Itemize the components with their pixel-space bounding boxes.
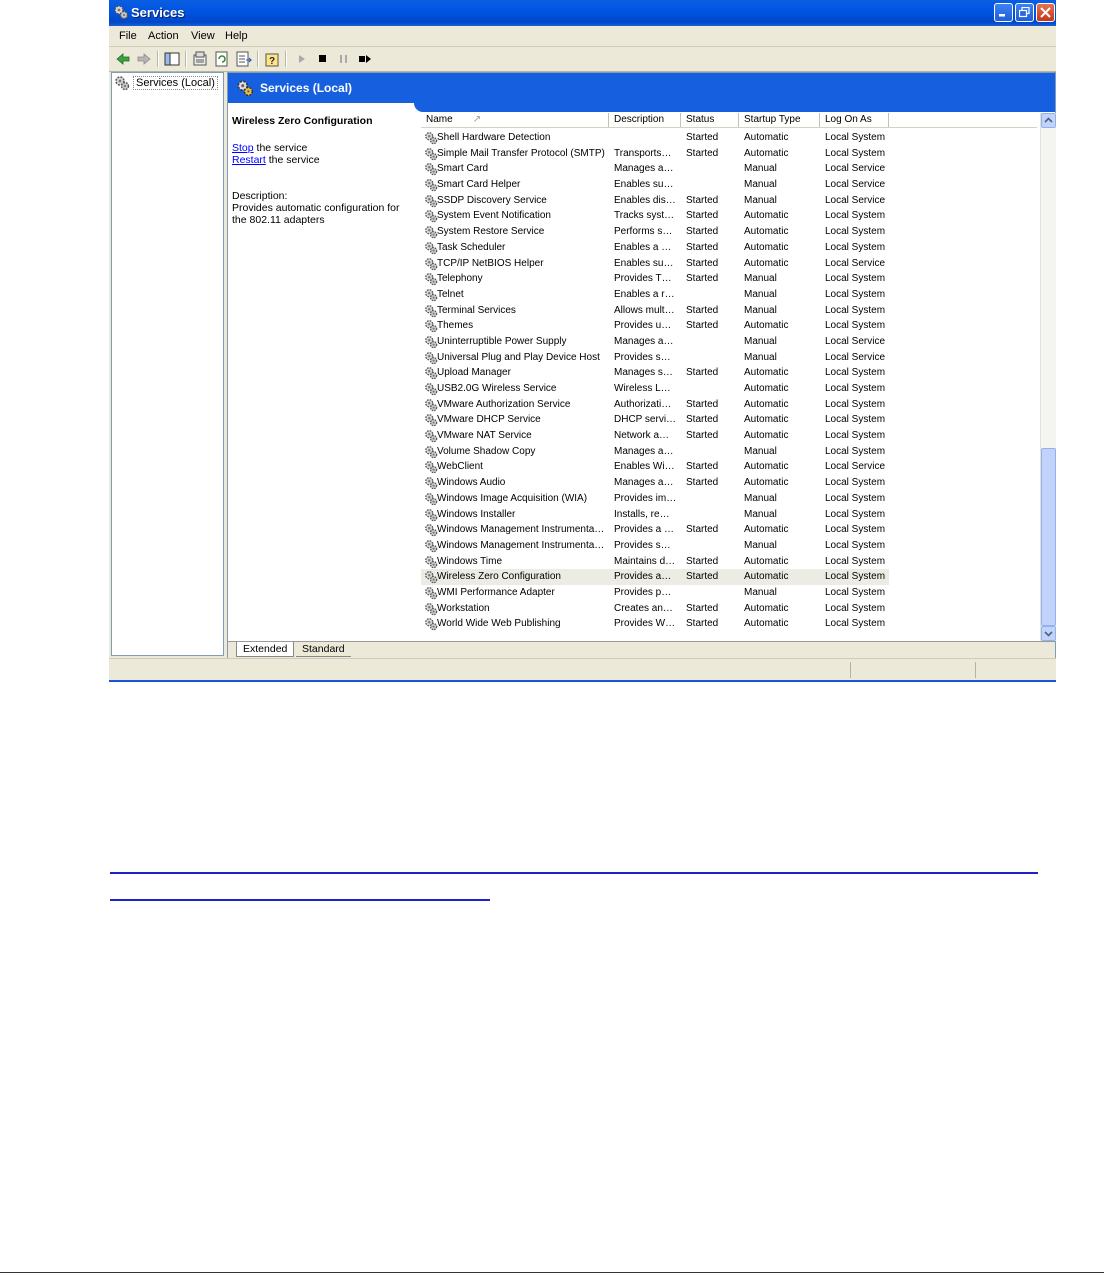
tab-standard[interactable]: Standard (296, 642, 351, 657)
cell-startup: Automatic (744, 257, 789, 269)
cell-name: Windows Management Instrumenta… (437, 539, 605, 551)
cell-logon: Local System (825, 304, 886, 316)
back-arrow-icon (114, 50, 132, 68)
service-gear-icon (424, 492, 438, 506)
cell-logon: Local Service (825, 335, 886, 347)
cell-logon: Local Service (825, 179, 886, 191)
scroll-down-button[interactable] (1041, 626, 1056, 641)
column-header-startup-type[interactable]: Startup Type (739, 113, 820, 127)
table-row[interactable] (421, 256, 1037, 272)
window-title: Services (131, 5, 185, 20)
table-row[interactable] (421, 146, 1037, 162)
cell-name: Shell Hardware Detection (437, 132, 551, 143)
restart-service-icon (356, 50, 374, 68)
cell-startup: Manual (744, 508, 777, 520)
service-gear-icon (424, 382, 438, 396)
table-row[interactable] (421, 412, 1037, 428)
close-icon (1040, 7, 1051, 18)
cell-desc: Manages a… (614, 445, 674, 457)
cell-startup: Automatic (744, 414, 789, 426)
table-row[interactable] (421, 491, 1037, 507)
cell-name: System Event Notification (437, 210, 551, 222)
menu-help[interactable]: Help (225, 30, 248, 42)
cell-status: Started (686, 210, 719, 222)
table-row[interactable] (421, 428, 1037, 444)
service-gear-icon (424, 508, 438, 522)
table-row[interactable] (421, 334, 1037, 350)
cell-name: Windows Management Instrumenta… (437, 524, 605, 536)
cell-logon: Local System (825, 273, 886, 285)
cell-logon: Local System (825, 477, 886, 489)
service-gear-icon (424, 523, 438, 537)
cell-startup: Automatic (744, 132, 789, 143)
cell-logon: Local System (825, 618, 886, 630)
service-gear-icon (424, 460, 438, 474)
cell-desc: Network a… (614, 430, 670, 442)
cell-name: VMware NAT Service (437, 430, 532, 442)
table-row[interactable] (421, 193, 1037, 209)
service-rows (421, 130, 1037, 632)
cell-desc: Installs, re… (614, 508, 670, 520)
service-gear-icon (424, 445, 438, 459)
cell-startup: Manual (744, 304, 777, 316)
stop-service-link[interactable]: Stop (232, 142, 254, 154)
cell-logon: Local Service (825, 163, 886, 175)
cell-desc: Authorizati… (614, 398, 672, 410)
stop-service-button[interactable] (314, 50, 332, 68)
cell-logon: Local System (825, 430, 886, 442)
tree-item-label: Services (Local) (133, 76, 218, 90)
table-row[interactable] (421, 224, 1037, 240)
cell-startup: Automatic (744, 147, 789, 159)
service-gear-icon (424, 398, 438, 412)
service-gear-icon (424, 413, 438, 427)
pause-service-icon (335, 50, 353, 68)
service-gear-icon (424, 335, 438, 349)
service-gear-icon (424, 209, 438, 223)
header-title: Services (Local) (260, 81, 353, 95)
cell-startup: Manual (744, 163, 777, 175)
table-row[interactable] (421, 475, 1037, 491)
cell-logon: Local System (825, 226, 886, 238)
start-service-icon (293, 50, 311, 68)
service-gear-icon (424, 570, 438, 584)
cell-name: Windows Audio (437, 477, 506, 489)
cell-startup: Automatic (744, 383, 789, 394)
status-bar (109, 658, 1056, 681)
hyperlink-underline (110, 899, 490, 901)
stop-link-suffix: the service (253, 142, 308, 154)
cell-name: Smart Card Helper (437, 179, 521, 191)
table-row[interactable] (421, 507, 1037, 523)
cell-name: TCP/IP NetBIOS Helper (437, 257, 544, 269)
cell-desc: Manages a… (614, 335, 674, 347)
cell-startup: Manual (744, 539, 777, 551)
table-row[interactable] (421, 616, 1037, 632)
cell-startup: Automatic (744, 602, 789, 614)
cell-desc: Provides im… (614, 492, 677, 504)
cell-startup: Manual (744, 586, 777, 598)
cell-logon: Local Service (825, 461, 886, 473)
table-row[interactable] (421, 601, 1037, 617)
export-list-button[interactable] (235, 50, 253, 68)
cell-status: Started (686, 477, 719, 489)
service-gear-icon (424, 366, 438, 380)
cell-name: System Restore Service (437, 226, 545, 238)
table-row[interactable] (421, 208, 1037, 224)
cell-name: Workstation (437, 602, 490, 614)
cell-desc: DHCP servi… (614, 414, 677, 426)
export-list-icon (235, 50, 253, 68)
table-row[interactable] (421, 538, 1037, 554)
header-band-lip (414, 103, 1055, 112)
cell-status: Started (686, 602, 719, 614)
cell-logon: Local System (825, 320, 886, 332)
cell-name: Telnet (437, 288, 464, 300)
cell-name: Terminal Services (437, 304, 516, 316)
cell-desc: Enables Wi… (614, 461, 675, 473)
service-gear-icon (424, 586, 438, 600)
menu-bar (109, 26, 1056, 47)
view-tabs (228, 641, 1055, 658)
cell-logon: Local System (825, 147, 886, 159)
properties-icon (191, 50, 209, 68)
cell-logon: Local System (825, 445, 886, 457)
title-bar[interactable] (109, 0, 1056, 26)
service-gear-icon (424, 225, 438, 239)
service-gear-icon (424, 194, 438, 208)
table-row[interactable] (421, 365, 1037, 381)
cell-logon: Local System (825, 383, 886, 394)
cell-status: Started (686, 414, 719, 426)
cell-name: Windows Time (437, 555, 503, 567)
column-header-name-label: Name (426, 114, 453, 125)
cell-name: Simple Mail Transfer Protocol (SMTP) (437, 147, 605, 159)
cell-startup: Manual (744, 492, 777, 504)
table-row[interactable] (421, 177, 1037, 193)
refresh-icon (213, 50, 231, 68)
close-button[interactable] (1036, 3, 1055, 22)
service-gear-icon (424, 351, 438, 365)
cell-startup: Automatic (744, 226, 789, 238)
column-header-log-on-as[interactable]: Log On As (820, 113, 889, 127)
cell-status: Started (686, 398, 719, 410)
cell-startup: Automatic (744, 461, 789, 473)
service-gear-icon (424, 162, 438, 176)
restart-service-link[interactable]: Restart (232, 154, 266, 166)
service-gear-icon (424, 539, 438, 553)
cell-name: USB2.0G Wireless Service (437, 383, 557, 394)
cell-status: Started (686, 304, 719, 316)
cell-desc: Transports… (614, 147, 672, 159)
cell-name: Windows Installer (437, 508, 516, 520)
cell-name: SSDP Discovery Service (437, 194, 547, 206)
service-gear-icon (424, 257, 438, 271)
tab-extended[interactable]: Extended (236, 642, 294, 657)
cell-desc: Provides W… (614, 618, 676, 630)
cell-logon: Local System (825, 586, 886, 598)
cell-desc: Enables a … (614, 241, 672, 253)
cell-logon: Local System (825, 555, 886, 567)
toolbar-separator (185, 51, 187, 67)
service-gear-icon (424, 555, 438, 569)
service-gear-icon (424, 178, 438, 192)
services-gear-icon (113, 4, 129, 20)
cell-status: Started (686, 241, 719, 253)
cell-desc: Enables su… (614, 257, 674, 269)
cell-name: VMware Authorization Service (437, 398, 571, 410)
toolbar-separator (157, 51, 159, 67)
cell-desc: Manages a… (614, 163, 674, 175)
cell-logon: Local System (825, 508, 886, 520)
cell-desc: Provides p… (614, 586, 672, 598)
cell-logon: Local System (825, 132, 886, 143)
cell-logon: Local System (825, 241, 886, 253)
cell-startup: Automatic (744, 524, 789, 536)
cell-startup: Automatic (744, 571, 789, 583)
table-row[interactable] (421, 444, 1037, 460)
cell-desc: Provides a … (614, 524, 675, 536)
show-hide-tree-button[interactable] (163, 50, 181, 68)
cell-status: Started (686, 367, 719, 379)
cell-startup: Automatic (744, 210, 789, 222)
cell-startup: Automatic (744, 320, 789, 332)
cell-desc: Provides u… (614, 320, 672, 332)
cell-name: Upload Manager (437, 367, 511, 379)
cell-desc: Maintains d… (614, 555, 676, 567)
properties-button[interactable] (191, 50, 209, 68)
service-gear-icon (424, 241, 438, 255)
cell-status: Started (686, 273, 719, 285)
cell-desc: Enables a r… (614, 288, 675, 300)
cell-desc: Manages a… (614, 477, 674, 489)
menu-action[interactable]: Action (148, 30, 179, 42)
cell-logon: Local System (825, 210, 886, 222)
cell-status: Started (686, 194, 719, 206)
restart-link-suffix: the service (265, 154, 320, 166)
column-header-name[interactable] (421, 113, 609, 127)
cell-startup: Automatic (744, 618, 789, 630)
column-header-description[interactable]: Description (609, 113, 681, 127)
cell-desc: Provides T… (614, 273, 672, 285)
cell-logon: Local System (825, 398, 886, 410)
cell-name: WebClient (437, 461, 483, 473)
status-bar-divider (975, 662, 976, 678)
column-header-row (421, 113, 1037, 128)
service-gear-icon (424, 617, 438, 631)
cell-name: Smart Card (437, 163, 489, 175)
minimize-icon (998, 7, 1009, 18)
table-row[interactable] (421, 585, 1037, 601)
cell-logon: Local System (825, 524, 886, 536)
description-label: Description: (232, 190, 288, 202)
menu-file[interactable]: File (119, 30, 137, 42)
forward-button[interactable] (135, 50, 153, 68)
table-row[interactable] (421, 554, 1037, 570)
service-gear-icon (424, 319, 438, 333)
cell-name: Windows Image Acquisition (WIA) (437, 492, 588, 504)
cell-status: Started (686, 461, 719, 473)
cell-logon: Local Service (825, 351, 886, 363)
table-row[interactable] (421, 287, 1037, 303)
cell-status: Started (686, 571, 719, 583)
hyperlink-underline (110, 872, 1038, 874)
cell-startup: Manual (744, 194, 777, 206)
cell-status: Started (686, 132, 719, 143)
show-hide-tree-icon (163, 50, 181, 68)
page-footer-rule (0, 1272, 1104, 1273)
cell-desc: Creates an… (614, 602, 673, 614)
table-row[interactable] (421, 130, 1037, 146)
minimize-button[interactable] (994, 3, 1013, 22)
status-bar-divider (850, 662, 851, 678)
cell-logon: Local System (825, 367, 886, 379)
cell-startup: Automatic (744, 430, 789, 442)
cell-startup: Automatic (744, 367, 789, 379)
cell-name: Universal Plug and Play Device Host (437, 351, 600, 363)
table-row[interactable] (421, 161, 1037, 177)
restore-icon (1019, 7, 1030, 18)
description-text: Provides automatic configuration for the 802.11 adapters (232, 202, 400, 226)
extended-description-panel (232, 115, 416, 226)
cell-status: Started (686, 320, 719, 332)
table-row[interactable] (421, 569, 889, 585)
cell-logon: Local System (825, 539, 886, 551)
cell-startup: Manual (744, 273, 777, 285)
service-gear-icon (424, 602, 438, 616)
scroll-up-icon (1042, 114, 1055, 127)
pause-service-button[interactable] (335, 50, 353, 68)
services-gear-icon (114, 75, 130, 91)
service-gear-icon (424, 272, 438, 286)
help-icon (263, 50, 281, 68)
cell-logon: Local System (825, 492, 886, 504)
cell-status: Started (686, 226, 719, 238)
cell-logon: Local System (825, 414, 886, 426)
cell-desc: Wireless L… (614, 383, 671, 394)
refresh-button[interactable] (213, 50, 231, 68)
cell-logon: Local System (825, 288, 886, 300)
sort-ascending-icon: ↗ (472, 114, 482, 125)
restart-service-button[interactable] (356, 50, 374, 68)
table-row[interactable] (421, 271, 1037, 287)
services-list (421, 113, 1055, 641)
header-band (228, 73, 1055, 103)
help-button[interactable] (263, 50, 281, 68)
cell-status: Started (686, 555, 719, 567)
cell-name: Wireless Zero Configuration (437, 571, 561, 583)
cell-startup: Automatic (744, 398, 789, 410)
cell-name: World Wide Web Publishing (437, 618, 561, 630)
cell-startup: Manual (744, 288, 777, 300)
cell-name: Volume Shadow Copy (437, 445, 536, 457)
cell-name: Telephony (437, 273, 483, 285)
cell-logon: Local Service (825, 257, 886, 269)
cell-startup: Automatic (744, 241, 789, 253)
cell-name: Task Scheduler (437, 241, 506, 253)
table-row[interactable] (421, 303, 1037, 319)
cell-desc: Performs s… (614, 226, 673, 238)
cell-desc: Allows mult… (614, 304, 675, 316)
cell-desc: Provides s… (614, 539, 671, 551)
cell-desc: Tracks syst… (614, 210, 675, 222)
cell-desc: Provides s… (614, 351, 671, 363)
services-gear-icon (236, 79, 254, 97)
cell-status: Started (686, 524, 719, 536)
cell-desc: Manages s… (614, 367, 673, 379)
table-row[interactable] (421, 381, 1037, 397)
selected-service-name: Wireless Zero Configuration (232, 115, 373, 127)
toolbar-separator (257, 51, 259, 67)
column-header-status[interactable]: Status (681, 113, 739, 127)
scroll-down-icon (1042, 627, 1055, 640)
cell-status: Started (686, 430, 719, 442)
cell-name: WMI Performance Adapter (437, 586, 555, 598)
cell-name: VMware DHCP Service (437, 414, 541, 426)
stop-service-icon (314, 50, 332, 68)
cell-name: Themes (437, 320, 474, 332)
window-bottom-border (109, 680, 1056, 682)
table-row[interactable] (421, 318, 1037, 334)
cell-name: Uninterruptible Power Supply (437, 335, 567, 347)
service-gear-icon (424, 131, 438, 145)
table-row[interactable] (421, 459, 1037, 475)
console-tree-pane (111, 72, 224, 656)
back-button[interactable] (114, 50, 132, 68)
cell-startup: Manual (744, 335, 777, 347)
cell-status: Started (686, 257, 719, 269)
start-service-button[interactable] (293, 50, 311, 68)
svg-text:?: ? (269, 56, 276, 67)
restore-button[interactable] (1015, 3, 1034, 22)
scroll-up-button[interactable] (1041, 113, 1056, 128)
forward-arrow-icon (135, 50, 153, 68)
cell-logon: Local System (825, 602, 886, 614)
vertical-scrollbar[interactable] (1040, 113, 1056, 641)
table-row[interactable] (421, 522, 1037, 538)
menu-view[interactable]: View (191, 30, 215, 42)
service-gear-icon (424, 476, 438, 490)
cell-startup: Automatic (744, 555, 789, 567)
cell-desc: Provides a… (614, 571, 672, 583)
cell-status: Started (686, 147, 719, 159)
table-row[interactable] (421, 397, 1037, 413)
scrollbar-thumb[interactable] (1041, 448, 1056, 626)
table-row[interactable] (421, 240, 1037, 256)
service-gear-icon (424, 429, 438, 443)
toolbar-separator (285, 51, 287, 67)
cell-startup: Manual (744, 179, 777, 191)
service-gear-icon (424, 147, 438, 161)
service-gear-icon (424, 304, 438, 318)
cell-logon: Local System (825, 571, 886, 583)
table-row[interactable] (421, 350, 1037, 366)
cell-desc: Enables dis… (614, 194, 676, 206)
services-window (109, 0, 1056, 682)
cell-desc: Enables su… (614, 179, 674, 191)
cell-startup: Manual (744, 445, 777, 457)
cell-startup: Manual (744, 351, 777, 363)
service-gear-icon (424, 288, 438, 302)
cell-logon: Local Service (825, 194, 886, 206)
toolbar (109, 47, 1056, 72)
cell-startup: Automatic (744, 477, 789, 489)
cell-status: Started (686, 618, 719, 630)
details-pane (227, 72, 1056, 658)
